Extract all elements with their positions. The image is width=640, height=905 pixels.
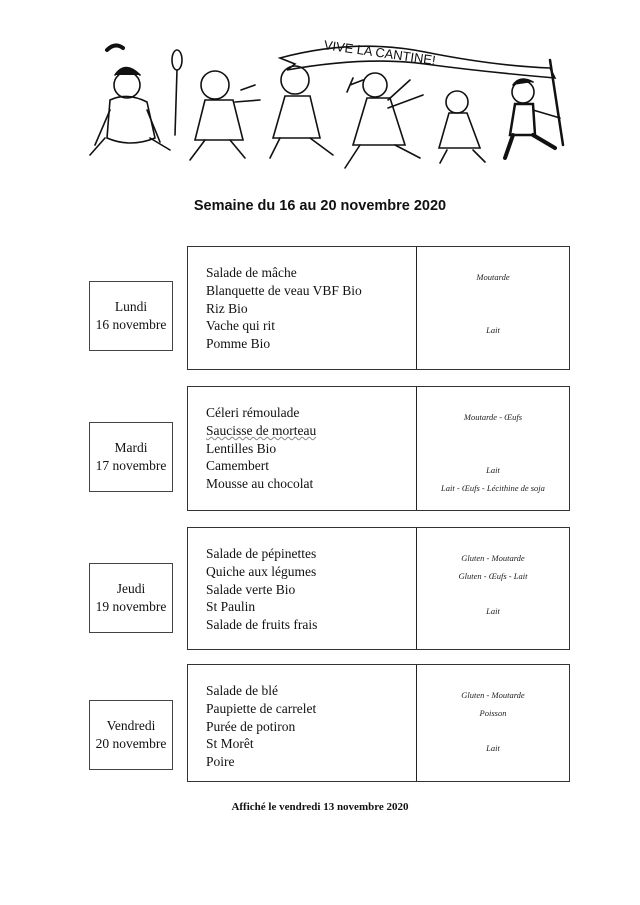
allergen-note: Lait <box>486 465 500 476</box>
menu-box <box>187 664 570 782</box>
day-label-box <box>89 700 173 770</box>
allergen-note: Gluten - Œufs - Lait <box>458 570 528 581</box>
dish-list <box>206 264 362 353</box>
allergen-note: Moutarde <box>476 272 510 282</box>
cantine-illustration <box>55 30 575 170</box>
dish-item: Riz Bio <box>206 300 248 316</box>
day-name: Vendredi <box>106 718 156 733</box>
dish-item: St Paulin <box>206 599 256 615</box>
dish-item: Salade verte Bio <box>206 581 296 597</box>
allergen-column <box>417 247 569 369</box>
dish-item: St Morêt <box>206 736 254 752</box>
dish-item: Mousse au chocolat <box>206 476 314 492</box>
dish-item: Poire <box>206 754 235 770</box>
dish-item: Céleri rémoulade <box>206 405 300 420</box>
day-name: Jeudi <box>116 581 146 596</box>
dish-item: Paupiette de carrelet <box>206 700 317 716</box>
allergen-note: Lait <box>486 606 500 617</box>
dish-item: Camembert <box>206 458 269 474</box>
menu-box <box>187 527 570 650</box>
day-name: Mardi <box>114 440 148 455</box>
day-label-box <box>89 563 173 633</box>
dish-item: Saucisse de morteau <box>206 422 317 438</box>
dish-item: Salade de blé <box>206 683 278 698</box>
dish-list <box>206 682 316 771</box>
allergen-note: Gluten - Moutarde <box>461 690 525 700</box>
dish-item: Salade de mâche <box>206 265 297 280</box>
allergen-note: Gluten - Moutarde <box>461 553 525 563</box>
day-date: 19 novembre <box>95 599 167 614</box>
dish-list <box>206 404 316 493</box>
dish-item: Lentilles Bio <box>206 440 277 456</box>
day-date: 17 novembre <box>95 458 167 473</box>
allergen-note: Lait - Œufs - Lécithine de soja <box>441 483 545 494</box>
dish-item: Quiche aux légumes <box>206 563 317 579</box>
menu-box <box>187 386 570 511</box>
allergen-note: Lait <box>486 325 500 336</box>
dish-item: Blanquette de veau VBF Bio <box>206 282 362 298</box>
day-name: Lundi <box>114 299 148 314</box>
dish-item: Vache qui rit <box>206 318 275 334</box>
dish-item: Pomme Bio <box>206 336 271 352</box>
week-title: Semaine du 16 au 20 novembre 2020 <box>193 198 447 214</box>
dish-item: Purée de potiron <box>206 718 296 734</box>
dish-item: Salade de fruits frais <box>206 617 318 633</box>
allergen-column <box>417 665 569 781</box>
allergen-note: Moutarde - Œufs <box>463 412 523 422</box>
day-date: 20 novembre <box>95 736 167 751</box>
dish-list <box>206 545 317 634</box>
allergen-column <box>417 387 569 510</box>
menu-box <box>187 246 570 370</box>
day-label-box <box>89 422 173 492</box>
posted-date-note: Affiché le vendredi 13 novembre 2020 <box>231 801 409 813</box>
day-label-box <box>89 281 173 351</box>
allergen-note: Lait <box>486 743 500 754</box>
dish-item: Salade de pépinettes <box>206 546 317 561</box>
day-date: 16 novembre <box>95 317 167 332</box>
banner-text: VIVE LA CANTINE! <box>322 37 437 68</box>
running-children-drawing <box>55 30 575 170</box>
allergen-column <box>417 528 569 649</box>
allergen-note: Poisson <box>479 707 507 718</box>
banner-pole <box>550 60 563 145</box>
